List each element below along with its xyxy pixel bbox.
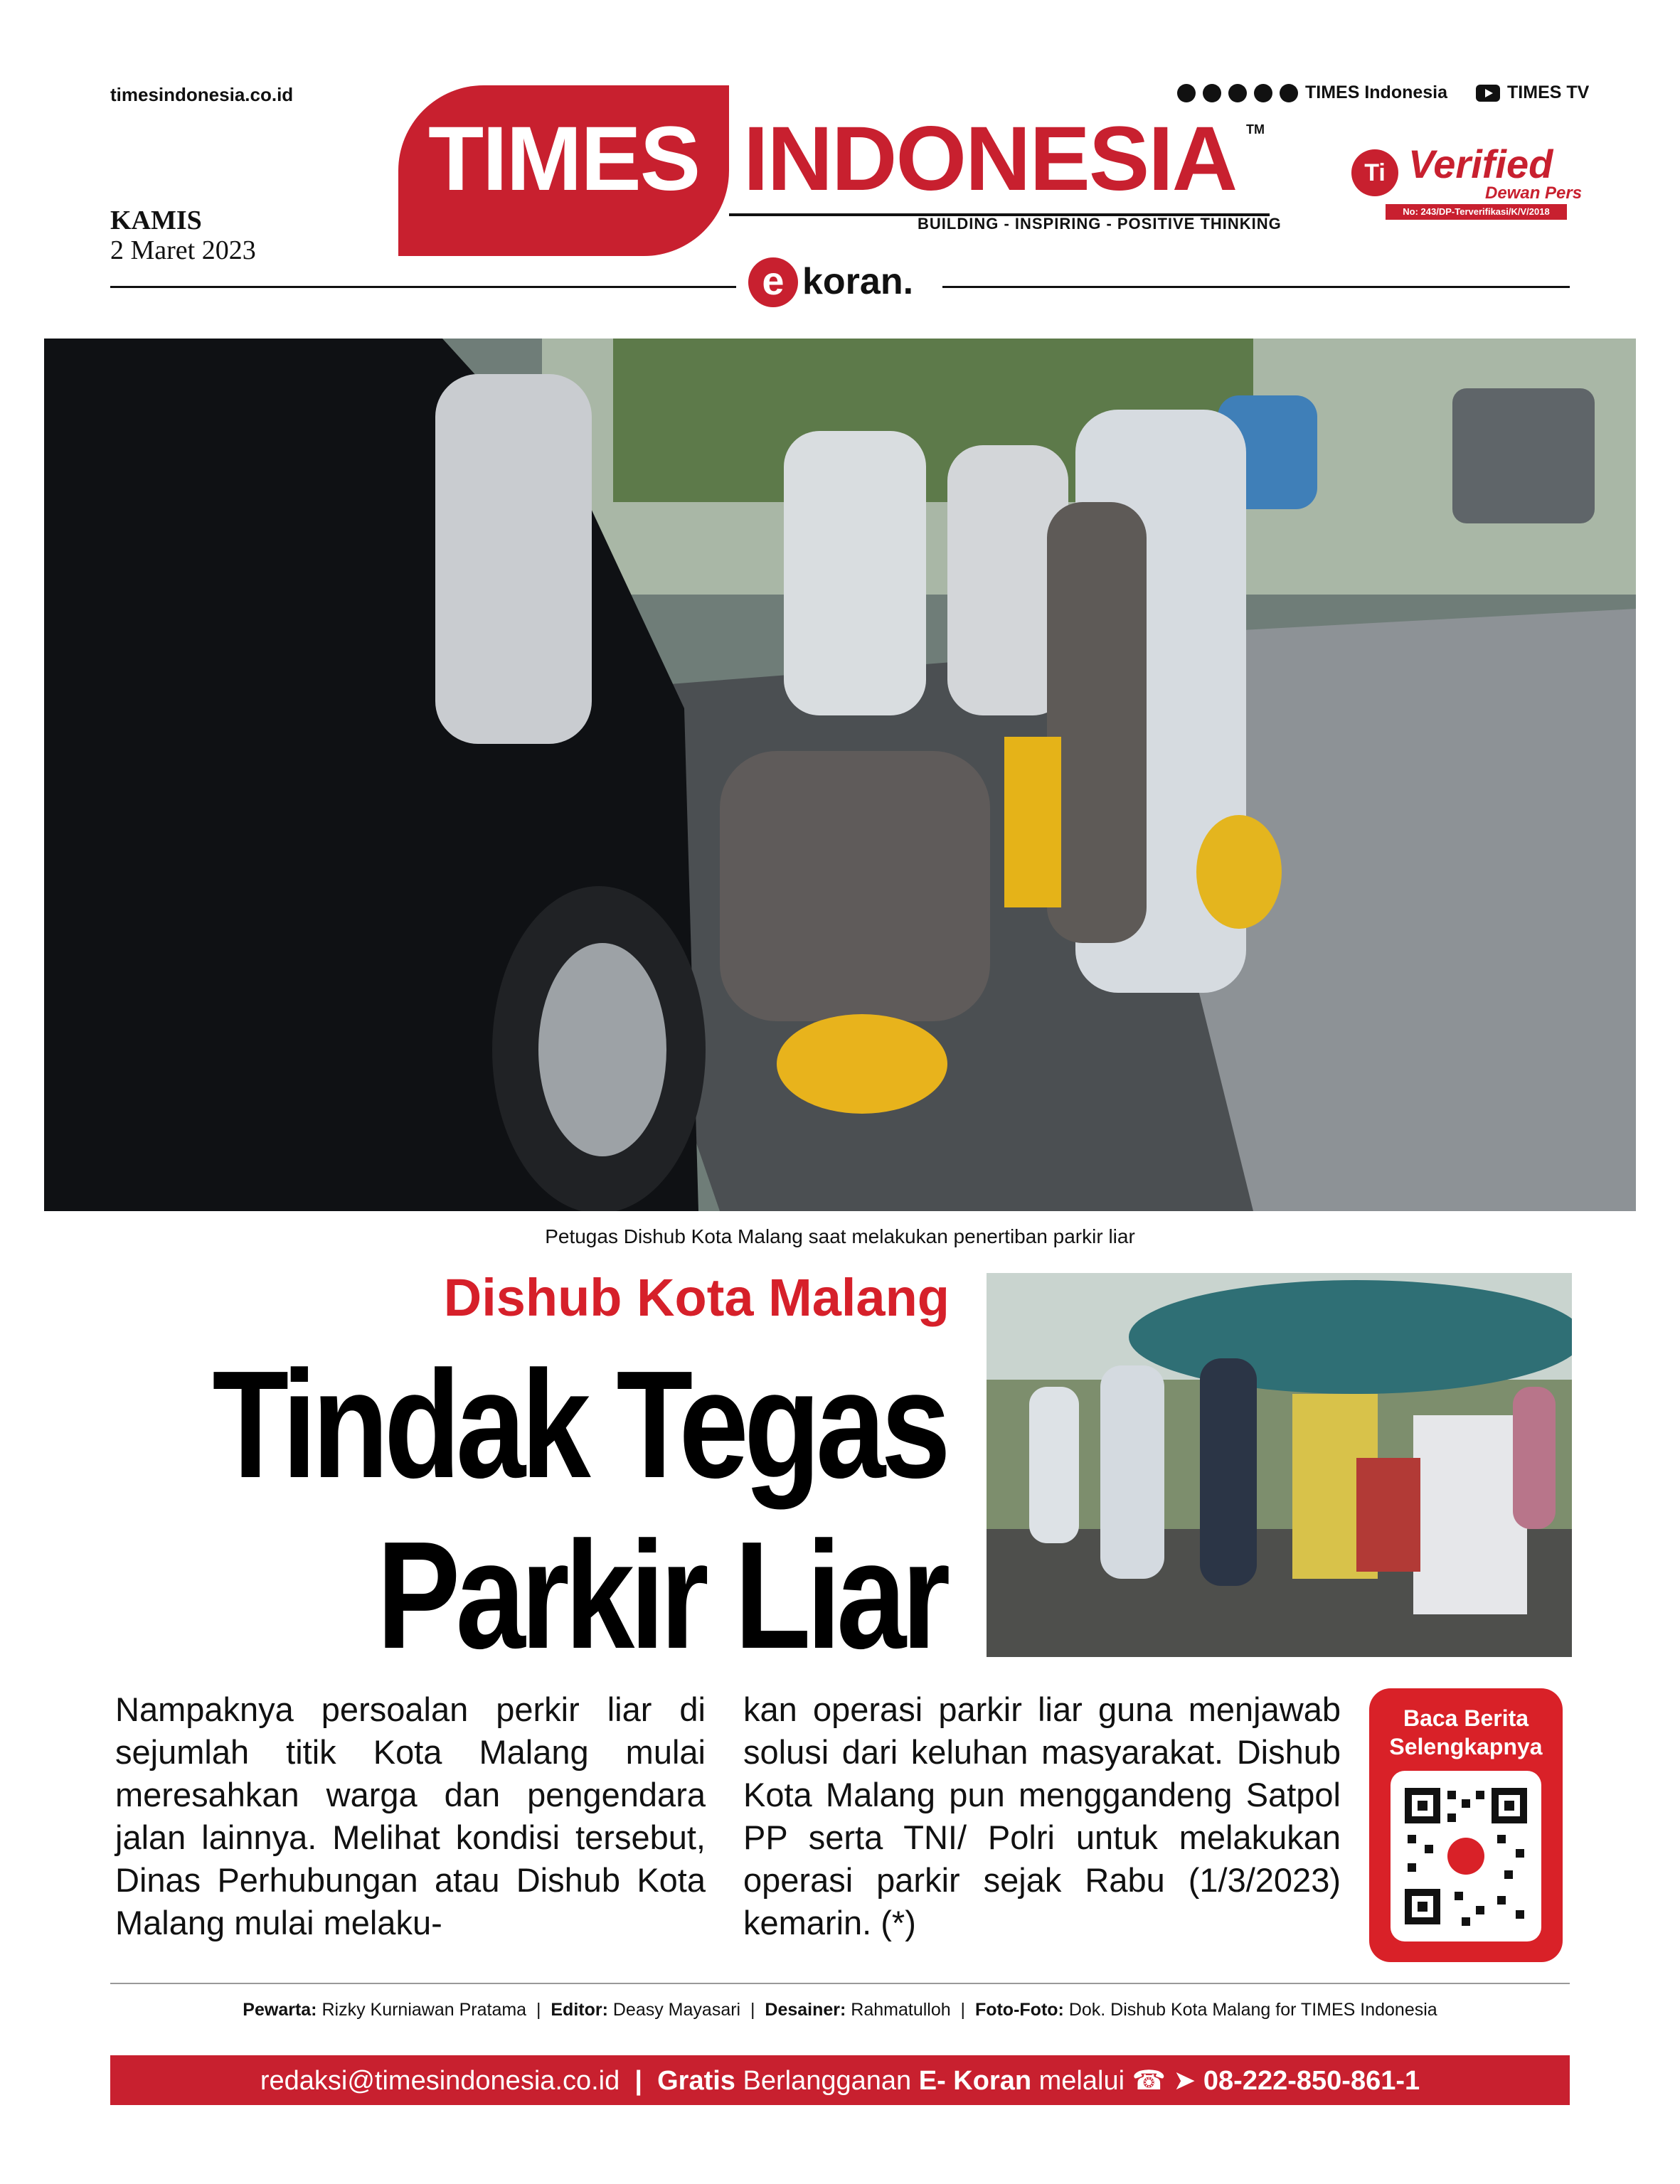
secondary-photo [987,1273,1572,1657]
footer-phone[interactable]: 08-222-850-861-1 [1203,2066,1420,2096]
ekoran-wordmark: koran. [802,261,914,302]
credits-rule [110,1983,1570,1984]
footer-berlangganan: Berlangganan [743,2066,912,2096]
editor-name: Deasy Mayasari [612,2000,741,2020]
pewarta-name: Rizky Kurniawan Pratama [321,2000,527,2020]
pewarta-label: Pewarta: [243,2000,317,2020]
footer-ekoran: E- Koran [918,2066,1032,2096]
foto-label: Foto-Foto: [974,2000,1064,2020]
verified-badge-icon: Ti [1351,149,1398,196]
footer-melalui: melalui [1038,2066,1125,2096]
pinterest-icon [1280,84,1298,102]
footer-gratis: Gratis [657,2066,735,2096]
logo-trademark: TM [1246,122,1265,137]
logo-times: TIMES [427,108,700,210]
photo-caption: Petugas Dishub Kota Malang saat melakukan penertiban parkir liar [545,1225,1135,1247]
logo-indonesia: INDONESIA [743,108,1237,210]
desainer-name: Rahmatulloh [851,2000,951,2020]
header-rule-right [942,286,1570,288]
qr-label-line-2: Selengkapnya [1389,1734,1543,1759]
footer-text: redaksi@timesindonesia.co.id | Gratis Berlangganan E- Koran melalui ☎ ➤ 08-222-850-861-1 [260,2066,1420,2096]
main-photo [44,339,1636,1211]
credits-line: Pewarta: Rizky Kurniawan Pratama | Editor: Deasy Mayasari | Desainer: Rahmatulloh | Foto-Foto: Dok. Dishub Kota Malang for TIMES Indonesia [243,2000,1437,2020]
verified-sublabel: Dewan Pers [1485,183,1583,203]
issue-date: 2 Maret 2023 [110,235,256,265]
verified-label: Verified [1408,142,1553,186]
body-column-2: kan operasi parkir liar guna menjawab solusi dari keluhan masyarakat. Dishub Kota Malang pun menggandeng Satpol PP serta TNI/ Polri untuk melakukan operasi parkir sejak Rabu (1/3/2023) kemarin. (*) [743,1690,1341,1941]
headline-line-2: Parkir Liar [376,1509,946,1680]
verified-number: No: 243/DP-Terverifikasi/K/V/2018 [1386,204,1567,220]
twitter-icon [1228,84,1247,102]
whatsapp-icon: ☎ [1132,2066,1166,2096]
article-kicker: Dishub Kota Malang [443,1268,950,1327]
qr-label-line-1: Baca Berita [1403,1705,1529,1731]
editor-label: Editor: [551,2000,608,2020]
telegram-icon [1254,84,1272,102]
header-rule-left [110,286,736,288]
headline-line-1: Tindak Tegas [212,1338,946,1510]
facebook-icon [1177,84,1196,102]
ekoran-logo-icon: e [748,257,798,307]
logo-tagline: BUILDING - INSPIRING - POSITIVE THINKING [918,215,1282,233]
telegram-icon: ➤ [1173,2066,1196,2096]
qr-label [1369,1704,1563,1761]
social-label: TIMES Indonesia [1305,82,1448,102]
social-links [1177,82,1589,103]
footer-email-link[interactable]: redaksi@timesindonesia.co.id [260,2066,620,2096]
instagram-icon [1203,84,1221,102]
tv-label: TIMES TV [1507,82,1590,102]
youtube-icon [1476,85,1500,102]
foto-credit: Dok. Dishub Kota Malang for TIMES Indonesia [1068,2000,1437,2020]
desainer-label: Desainer: [765,2000,846,2020]
issue-day: KAMIS [110,206,202,235]
qr-code-icon [1391,1771,1541,1941]
body-column-1: Nampaknya persoalan perkir liar di sejumlah titik Kota Malang mulai meresahkan warga dan pengendara jalan lainnya. Melihat kondisi tersebut, Dinas Perhubungan atau Dishub Kota Malang mulai melaku- [115,1690,706,1941]
site-url: timesindonesia.co.id [110,84,294,105]
